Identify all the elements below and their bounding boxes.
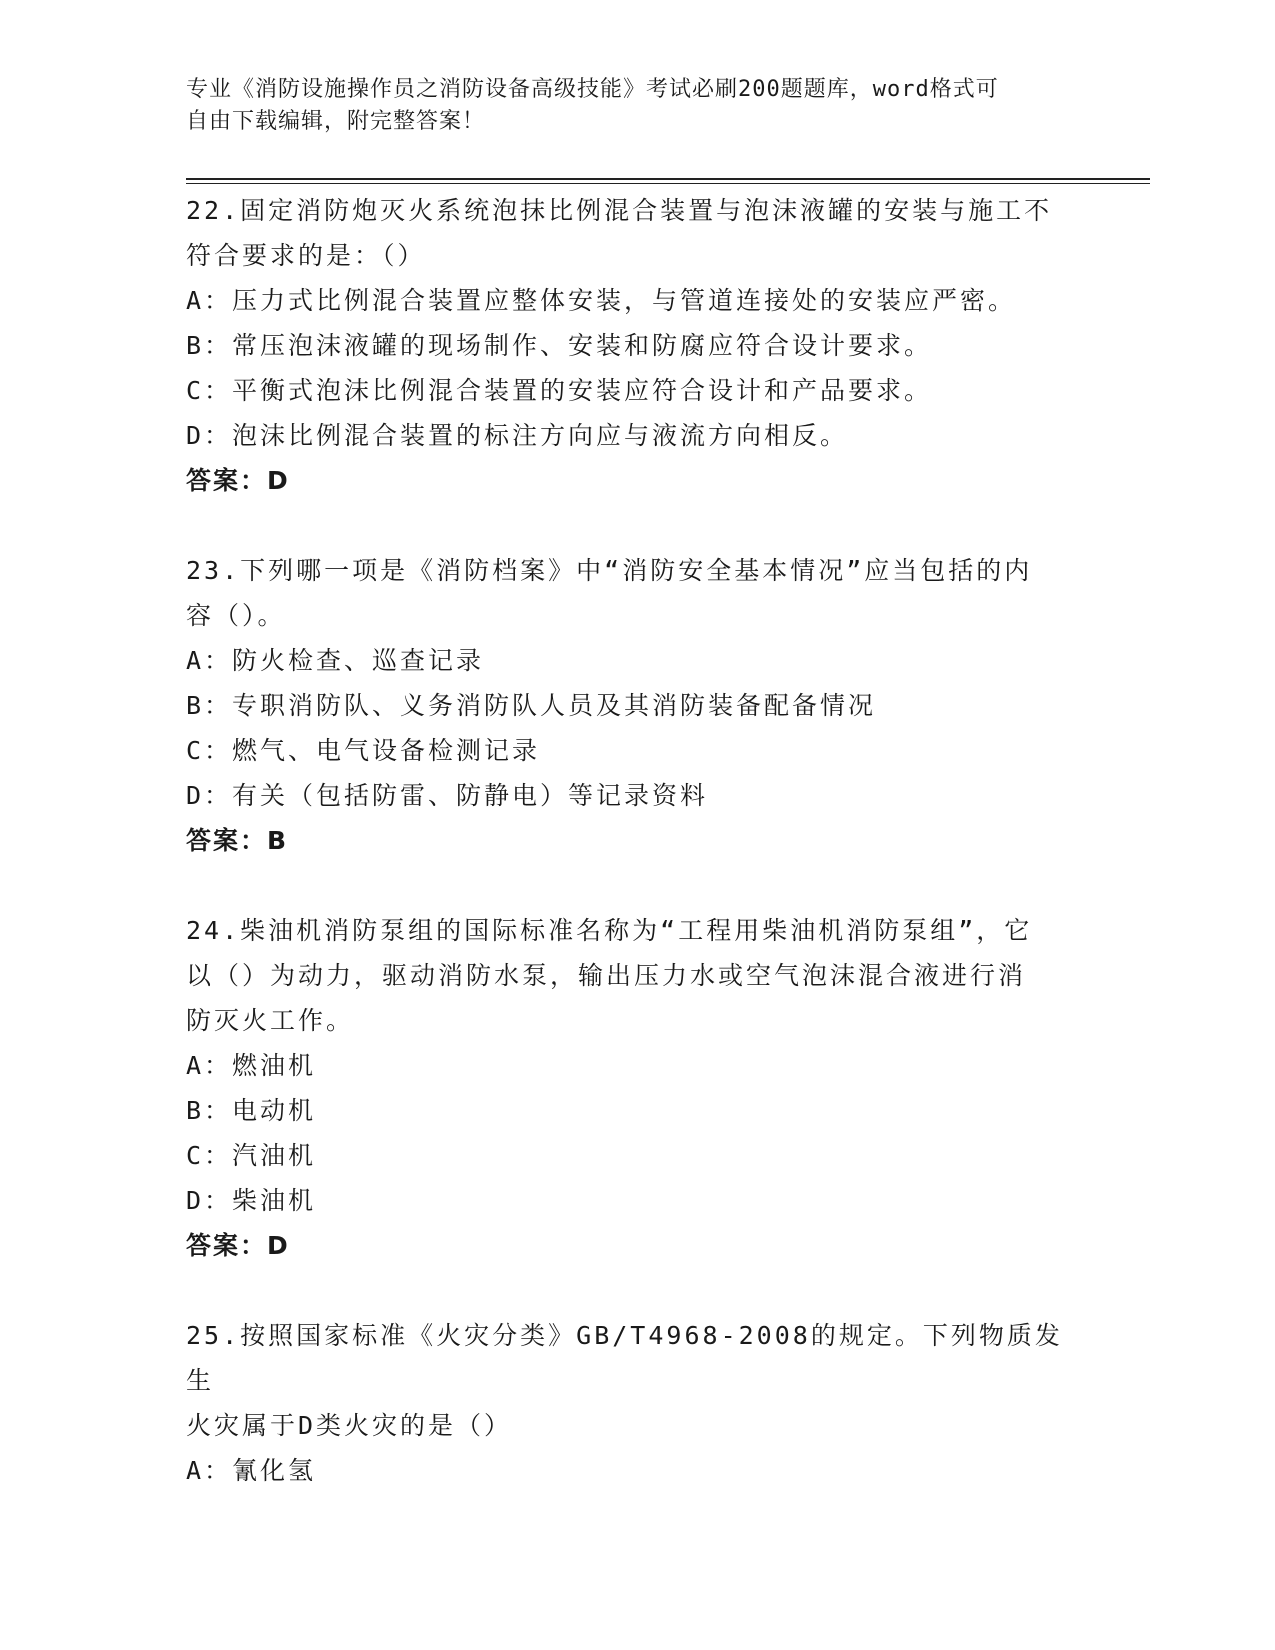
question-list [186,188,1066,1493]
option-b: B：常压泡沫液罐的现场制作、安装和防腐应符合设计要求。 [186,331,933,360]
option-c: C：汽油机 [186,1141,317,1170]
option-b: B：专职消防队、义务消防队人员及其消防装备配备情况 [186,691,877,720]
question-text-line: 容（）。 [186,601,286,630]
question-text-line: 以（）为动力，驱动消防水泵，输出压力水或空气泡沫混合液进行消 [186,961,1027,990]
question-25 [186,1313,1066,1493]
header-divider-thin [186,183,1150,184]
header-line-1: 专业《消防设施操作员之消防设备高级技能》考试必刷200题题库，word格式可 [186,77,999,102]
document-header [186,74,1066,138]
option-c: C：燃气、电气设备检测记录 [186,736,541,765]
option-a: A：燃油机 [186,1051,317,1080]
spacer [186,863,1066,908]
option-c: C：平衡式泡沫比例混合装置的安装应符合设计和产品要求。 [186,376,933,405]
question-24 [186,908,1066,1268]
question-text-line: 火灾属于D类火灾的是（） [186,1411,513,1440]
option-a: A：压力式比例混合装置应整体安装，与管道连接处的安装应严密。 [186,286,1017,315]
option-d: D：柴油机 [186,1186,317,1215]
question-text-line: 25.按照国家标准《火灾分类》GB/T4968-2008的规定。下列物质发生 [186,1321,1063,1395]
spacer [186,1268,1066,1313]
option-a: A：氰化氢 [186,1456,317,1485]
header-divider [186,178,1150,180]
question-text-line: 24.柴油机消防泵组的国际标准名称为“工程用柴油机消防泵组”，它 [186,916,1033,945]
question-22 [186,188,1066,503]
option-d: D：有关（包括防雷、防静电）等记录资料 [186,781,709,810]
answer: 答案：D [186,1231,290,1260]
answer: 答案：D [186,466,290,495]
option-b: B：电动机 [186,1096,317,1125]
question-text-line: 22.固定消防炮灭火系统泡抹比例混合装置与泡沫液罐的安装与施工不 [186,196,1053,225]
option-a: A：防火检查、巡查记录 [186,646,485,675]
question-text-line: 23.下列哪一项是《消防档案》中“消防安全基本情况”应当包括的内 [186,556,1033,585]
option-d: D：泡沫比例混合装置的标注方向应与液流方向相反。 [186,421,849,450]
question-text-line: 防灭火工作。 [186,1006,355,1035]
header-line-2: 自由下载编辑，附完整答案！ [186,109,486,134]
spacer [186,503,1066,548]
question-text-line: 符合要求的是：（） [186,241,426,270]
question-23 [186,548,1066,863]
answer: 答案：B [186,826,289,855]
